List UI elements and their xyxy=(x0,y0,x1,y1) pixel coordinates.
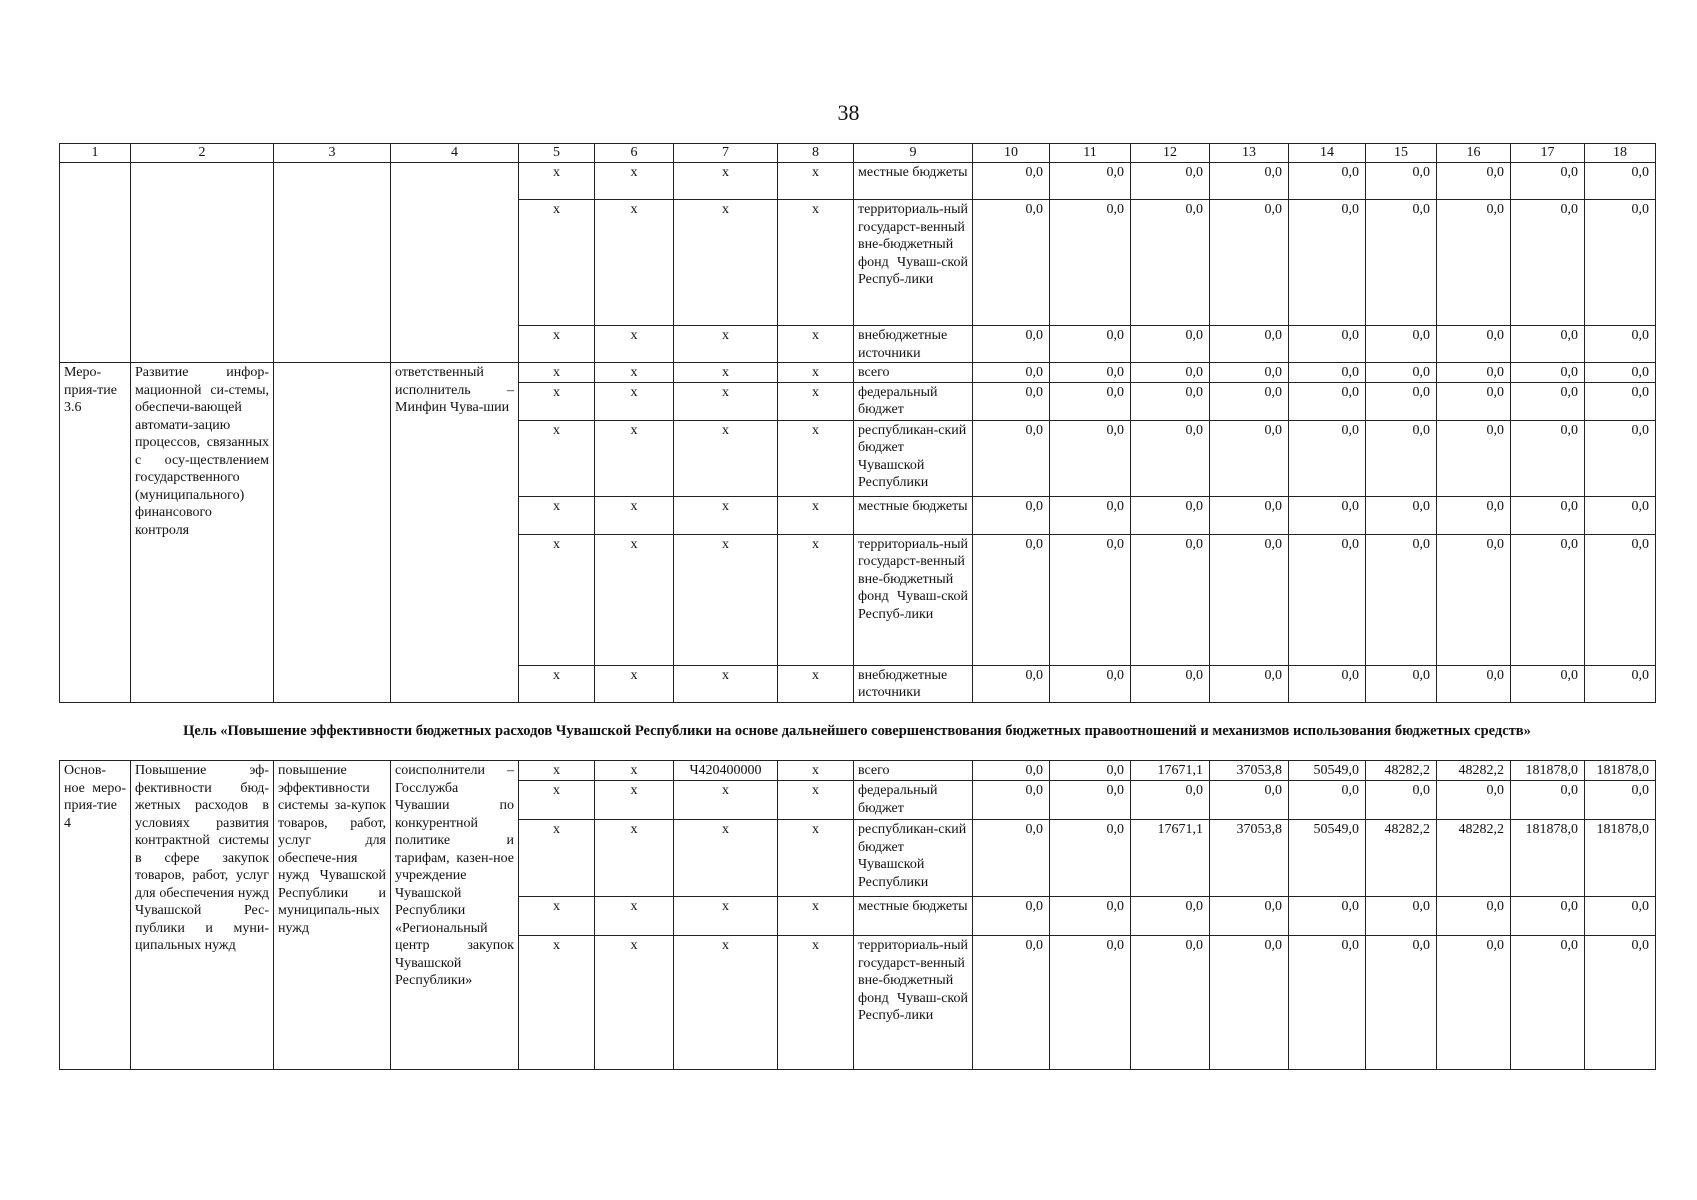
funding-source: территориаль-ный государст-венный вне-бюджетный фонд Чуваш-ской Респуб-лики xyxy=(854,200,973,326)
cell-col5: х xyxy=(519,534,595,665)
cell-col5: х xyxy=(519,200,595,326)
value-cell: 0,0 xyxy=(1511,936,1585,1070)
value-cell: 181878,0 xyxy=(1511,761,1585,781)
value-cell: 0,0 xyxy=(1131,936,1210,1070)
value-cell: 0,0 xyxy=(1210,163,1289,200)
value-cell: 0,0 xyxy=(1050,382,1131,420)
cell-col8: х xyxy=(778,420,854,496)
cell-col6: х xyxy=(595,936,674,1070)
continuation-block xyxy=(60,163,1656,363)
cell-col8: х xyxy=(778,820,854,897)
cell-col6: х xyxy=(595,382,674,420)
value-cell: 0,0 xyxy=(1050,534,1131,665)
cell-col7: х xyxy=(674,326,778,363)
value-cell: 0,0 xyxy=(1289,326,1366,363)
value-cell: 0,0 xyxy=(1210,665,1289,702)
value-cell: 0,0 xyxy=(1050,496,1131,534)
merged-cell-col1 xyxy=(60,163,131,363)
value-cell: 0,0 xyxy=(1585,897,1656,936)
col-header: 7 xyxy=(674,144,778,163)
value-cell: 0,0 xyxy=(1131,420,1210,496)
value-cell: 0,0 xyxy=(973,820,1050,897)
goal-heading: Цель «Повышение эффективности бюджетных расходов Чувашской Республики на основе дальнейшего совершенствования бюджетных правоотношений и механизмов использования бюджетных средств» xyxy=(183,723,1531,739)
measure-executor: ответственный исполнитель – Минфин Чува-шии xyxy=(391,363,519,703)
value-cell: 0,0 xyxy=(1511,781,1585,820)
funding-source: местные бюджеты xyxy=(854,163,973,200)
column-number-row xyxy=(60,144,1656,163)
funding-source: республикан-ский бюджет Чувашской Республики xyxy=(854,820,973,897)
value-cell: 0,0 xyxy=(1366,781,1437,820)
value-cell: 0,0 xyxy=(1289,363,1366,383)
value-cell: 0,0 xyxy=(1585,420,1656,496)
funding-source: территориаль-ный государст-венный вне-бюджетный фонд Чуваш-ской Респуб-лики xyxy=(854,936,973,1070)
value-cell: 0,0 xyxy=(1366,420,1437,496)
value-cell: 48282,2 xyxy=(1437,761,1511,781)
value-cell: 0,0 xyxy=(1366,200,1437,326)
value-cell: 0,0 xyxy=(1366,363,1437,383)
value-cell: 0,0 xyxy=(1210,897,1289,936)
cell-col6: х xyxy=(595,326,674,363)
cell-col8: х xyxy=(778,200,854,326)
cell-col8: х xyxy=(778,496,854,534)
col-header: 15 xyxy=(1366,144,1437,163)
value-cell: 0,0 xyxy=(1366,897,1437,936)
value-cell: 0,0 xyxy=(1585,200,1656,326)
cell-col6: х xyxy=(595,820,674,897)
measure-code: Основ-ное меро-прия-тие 4 xyxy=(60,761,131,1070)
cell-col7: х xyxy=(674,781,778,820)
col-header: 3 xyxy=(274,144,391,163)
value-cell: 0,0 xyxy=(1511,382,1585,420)
value-cell: 0,0 xyxy=(1366,496,1437,534)
col-header: 12 xyxy=(1131,144,1210,163)
value-cell: 0,0 xyxy=(1289,897,1366,936)
col-header: 2 xyxy=(131,144,274,163)
measure-title: Повышение эф-фективности бюд-жетных расходов в условиях развития контрактной системы в сфере закупок товаров, работ, услуг для обеспечения нужд Чувашской Рес-публики и муни-ципальных нужд xyxy=(131,761,274,1070)
cell-col8: х xyxy=(778,163,854,200)
value-cell: 0,0 xyxy=(1050,665,1131,702)
cell-col8: х xyxy=(778,761,854,781)
col-header: 9 xyxy=(854,144,973,163)
value-cell: 0,0 xyxy=(1289,200,1366,326)
funding-source: местные бюджеты xyxy=(854,897,973,936)
value-cell: 0,0 xyxy=(1131,496,1210,534)
cell-col7: х xyxy=(674,936,778,1070)
value-cell: 0,0 xyxy=(1050,326,1131,363)
value-cell: 37053,8 xyxy=(1210,761,1289,781)
table-row xyxy=(60,761,1656,781)
value-cell: 0,0 xyxy=(1050,936,1131,1070)
cell-col6: х xyxy=(595,420,674,496)
page-number: 38 xyxy=(837,100,860,125)
col-header: 18 xyxy=(1585,144,1656,163)
value-cell: 0,0 xyxy=(1437,936,1511,1070)
value-cell: 50549,0 xyxy=(1289,820,1366,897)
value-cell: 0,0 xyxy=(1289,665,1366,702)
value-cell: 0,0 xyxy=(1585,936,1656,1070)
cell-col5: х xyxy=(519,163,595,200)
cell-col6: х xyxy=(595,897,674,936)
value-cell: 0,0 xyxy=(1511,200,1585,326)
value-cell: 0,0 xyxy=(1289,936,1366,1070)
budget-table-upper xyxy=(59,143,1656,703)
value-cell: 0,0 xyxy=(1050,163,1131,200)
value-cell: 37053,8 xyxy=(1210,820,1289,897)
col-header: 1 xyxy=(60,144,131,163)
merged-cell-col2 xyxy=(131,163,274,363)
cell-col7: х xyxy=(674,534,778,665)
cell-col8: х xyxy=(778,382,854,420)
funding-source: федеральный бюджет xyxy=(854,781,973,820)
value-cell: 0,0 xyxy=(1511,163,1585,200)
value-cell: 0,0 xyxy=(1437,534,1511,665)
value-cell: 0,0 xyxy=(1131,665,1210,702)
cell-col5: х xyxy=(519,781,595,820)
value-cell: 0,0 xyxy=(1366,382,1437,420)
value-cell: 0,0 xyxy=(973,534,1050,665)
value-cell: 0,0 xyxy=(1437,420,1511,496)
measure-title: Развитие инфор-мационной си-стемы, обеспечи-вающей автомати-зацию процессов, связанных с осу-ществлением государственного (муниципального) финансового контроля xyxy=(131,363,274,703)
measure-3-6-block xyxy=(60,363,1656,703)
value-cell: 0,0 xyxy=(1289,382,1366,420)
cell-col5: х xyxy=(519,665,595,702)
cell-col5: х xyxy=(519,820,595,897)
cell-col7: х xyxy=(674,496,778,534)
cell-col8: х xyxy=(778,781,854,820)
value-cell: 0,0 xyxy=(1511,897,1585,936)
value-cell: 181878,0 xyxy=(1585,761,1656,781)
value-cell: 0,0 xyxy=(1437,382,1511,420)
measure-executor: соисполнители – Госслужба Чувашии по конкурентной политике и тарифам, казен-ное учреждение Чувашской Республики «Региональный центр закупок Чувашской Республики» xyxy=(391,761,519,1070)
value-cell: 0,0 xyxy=(1366,665,1437,702)
value-cell: 0,0 xyxy=(973,665,1050,702)
cell-col7: х xyxy=(674,363,778,383)
col-header: 13 xyxy=(1210,144,1289,163)
measure-goal xyxy=(274,363,391,703)
funding-source: внебюджетные источники xyxy=(854,665,973,702)
value-cell: 0,0 xyxy=(1131,326,1210,363)
value-cell: 0,0 xyxy=(1366,534,1437,665)
cell-col5: х xyxy=(519,936,595,1070)
value-cell: 0,0 xyxy=(1585,665,1656,702)
value-cell: 0,0 xyxy=(1131,363,1210,383)
col-header: 10 xyxy=(973,144,1050,163)
cell-col7: х xyxy=(674,200,778,326)
value-cell: 0,0 xyxy=(1210,420,1289,496)
funding-source: федеральный бюджет xyxy=(854,382,973,420)
value-cell: 0,0 xyxy=(1511,326,1585,363)
cell-col8: х xyxy=(778,936,854,1070)
value-cell: 0,0 xyxy=(973,496,1050,534)
value-cell: 0,0 xyxy=(1585,382,1656,420)
main-measure-4-block xyxy=(60,761,1656,1070)
value-cell: 0,0 xyxy=(1437,496,1511,534)
cell-col5: х xyxy=(519,420,595,496)
value-cell: 0,0 xyxy=(1131,382,1210,420)
cell-col7: х xyxy=(674,665,778,702)
col-header: 17 xyxy=(1511,144,1585,163)
cell-col6: х xyxy=(595,534,674,665)
merged-cell-col3 xyxy=(274,163,391,363)
value-cell: 0,0 xyxy=(1131,534,1210,665)
value-cell: 17671,1 xyxy=(1131,820,1210,897)
value-cell: 0,0 xyxy=(1511,665,1585,702)
value-cell: 0,0 xyxy=(1437,665,1511,702)
value-cell: 0,0 xyxy=(1511,534,1585,665)
cell-col6: х xyxy=(595,665,674,702)
cell-col7: х xyxy=(674,820,778,897)
value-cell: 0,0 xyxy=(1289,420,1366,496)
value-cell: 0,0 xyxy=(973,781,1050,820)
funding-source: всего xyxy=(854,363,973,383)
value-cell: 0,0 xyxy=(973,200,1050,326)
cell-col5: х xyxy=(519,761,595,781)
value-cell: 48282,2 xyxy=(1366,761,1437,781)
cell-col5: х xyxy=(519,496,595,534)
budget-table-lower xyxy=(59,760,1656,1070)
value-cell: 181878,0 xyxy=(1511,820,1585,897)
value-cell: 0,0 xyxy=(1437,781,1511,820)
cell-col5: х xyxy=(519,897,595,936)
value-cell: 0,0 xyxy=(973,163,1050,200)
value-cell: 0,0 xyxy=(973,420,1050,496)
funding-source: внебюджетные источники xyxy=(854,326,973,363)
value-cell: 0,0 xyxy=(1585,534,1656,665)
value-cell: 0,0 xyxy=(1585,326,1656,363)
value-cell: 0,0 xyxy=(1289,163,1366,200)
value-cell: 0,0 xyxy=(973,936,1050,1070)
value-cell: 48282,2 xyxy=(1366,820,1437,897)
table-row xyxy=(60,363,1656,383)
cell-col6: х xyxy=(595,363,674,383)
funding-source: всего xyxy=(854,761,973,781)
value-cell: 0,0 xyxy=(973,326,1050,363)
value-cell: 0,0 xyxy=(1437,163,1511,200)
col-header: 4 xyxy=(391,144,519,163)
cell-col6: х xyxy=(595,761,674,781)
value-cell: 17671,1 xyxy=(1131,761,1210,781)
cell-col8: х xyxy=(778,326,854,363)
value-cell: 0,0 xyxy=(1131,781,1210,820)
value-cell: 0,0 xyxy=(973,382,1050,420)
value-cell: 0,0 xyxy=(1585,781,1656,820)
value-cell: 0,0 xyxy=(1511,363,1585,383)
col-header: 14 xyxy=(1289,144,1366,163)
funding-source: местные бюджеты xyxy=(854,496,973,534)
cell-col7: х xyxy=(674,897,778,936)
value-cell: 0,0 xyxy=(1050,200,1131,326)
value-cell: 0,0 xyxy=(1366,163,1437,200)
value-cell: 0,0 xyxy=(1050,820,1131,897)
value-cell: 0,0 xyxy=(1366,326,1437,363)
value-cell: 0,0 xyxy=(973,363,1050,383)
cell-col6: х xyxy=(595,200,674,326)
value-cell: 0,0 xyxy=(1437,200,1511,326)
cell-col8: х xyxy=(778,665,854,702)
value-cell: 0,0 xyxy=(1210,496,1289,534)
cell-col5: х xyxy=(519,326,595,363)
cell-col8: х xyxy=(778,363,854,383)
value-cell: 0,0 xyxy=(1210,363,1289,383)
value-cell: 0,0 xyxy=(1289,781,1366,820)
value-cell: 0,0 xyxy=(1437,897,1511,936)
cell-col8: х xyxy=(778,897,854,936)
value-cell: 0,0 xyxy=(1289,534,1366,665)
value-cell: 0,0 xyxy=(1210,781,1289,820)
value-cell: 0,0 xyxy=(1210,200,1289,326)
value-cell: 0,0 xyxy=(1131,200,1210,326)
cell-col6: х xyxy=(595,496,674,534)
value-cell: 0,0 xyxy=(1131,163,1210,200)
value-cell: 0,0 xyxy=(1210,534,1289,665)
cell-col5: х xyxy=(519,382,595,420)
cell-col6: х xyxy=(595,781,674,820)
value-cell: 0,0 xyxy=(1289,496,1366,534)
cell-col5: х xyxy=(519,363,595,383)
value-cell: 0,0 xyxy=(1437,363,1511,383)
value-cell: 181878,0 xyxy=(1585,820,1656,897)
value-cell: 0,0 xyxy=(1511,420,1585,496)
value-cell: 48282,2 xyxy=(1437,820,1511,897)
value-cell: 0,0 xyxy=(1210,382,1289,420)
value-cell: 0,0 xyxy=(1210,936,1289,1070)
value-cell: 0,0 xyxy=(1050,420,1131,496)
value-cell: 0,0 xyxy=(1585,496,1656,534)
col-header: 8 xyxy=(778,144,854,163)
cell-col6: х xyxy=(595,163,674,200)
col-header: 5 xyxy=(519,144,595,163)
cell-col7: х xyxy=(674,420,778,496)
cell-col7: х xyxy=(674,382,778,420)
col-header: 6 xyxy=(595,144,674,163)
value-cell: 0,0 xyxy=(1050,363,1131,383)
cell-col7: х xyxy=(674,163,778,200)
measure-code: Меро-прия-тие 3.6 xyxy=(60,363,131,703)
value-cell: 0,0 xyxy=(1585,163,1656,200)
cell-col7: Ч420400000 xyxy=(674,761,778,781)
cell-col8: х xyxy=(778,534,854,665)
value-cell: 0,0 xyxy=(1210,326,1289,363)
value-cell: 0,0 xyxy=(1511,496,1585,534)
funding-source: территориаль-ный государст-венный вне-бюджетный фонд Чуваш-ской Респуб-лики xyxy=(854,534,973,665)
value-cell: 0,0 xyxy=(1366,936,1437,1070)
value-cell: 0,0 xyxy=(973,897,1050,936)
value-cell: 50549,0 xyxy=(1289,761,1366,781)
measure-goal: повышение эффективности системы за-купок товаров, работ, услуг для обеспече-ния нужд Чувашской Республики и муниципаль-ных нужд xyxy=(274,761,391,1070)
col-header: 16 xyxy=(1437,144,1511,163)
table-row xyxy=(60,163,1656,200)
value-cell: 0,0 xyxy=(1437,326,1511,363)
value-cell: 0,0 xyxy=(1585,363,1656,383)
value-cell: 0,0 xyxy=(1050,761,1131,781)
funding-source: республикан-ский бюджет Чувашской Республики xyxy=(854,420,973,496)
col-header: 11 xyxy=(1050,144,1131,163)
value-cell: 0,0 xyxy=(1050,897,1131,936)
value-cell: 0,0 xyxy=(1131,897,1210,936)
value-cell: 0,0 xyxy=(1050,781,1131,820)
value-cell: 0,0 xyxy=(973,761,1050,781)
merged-cell-col4 xyxy=(391,163,519,363)
